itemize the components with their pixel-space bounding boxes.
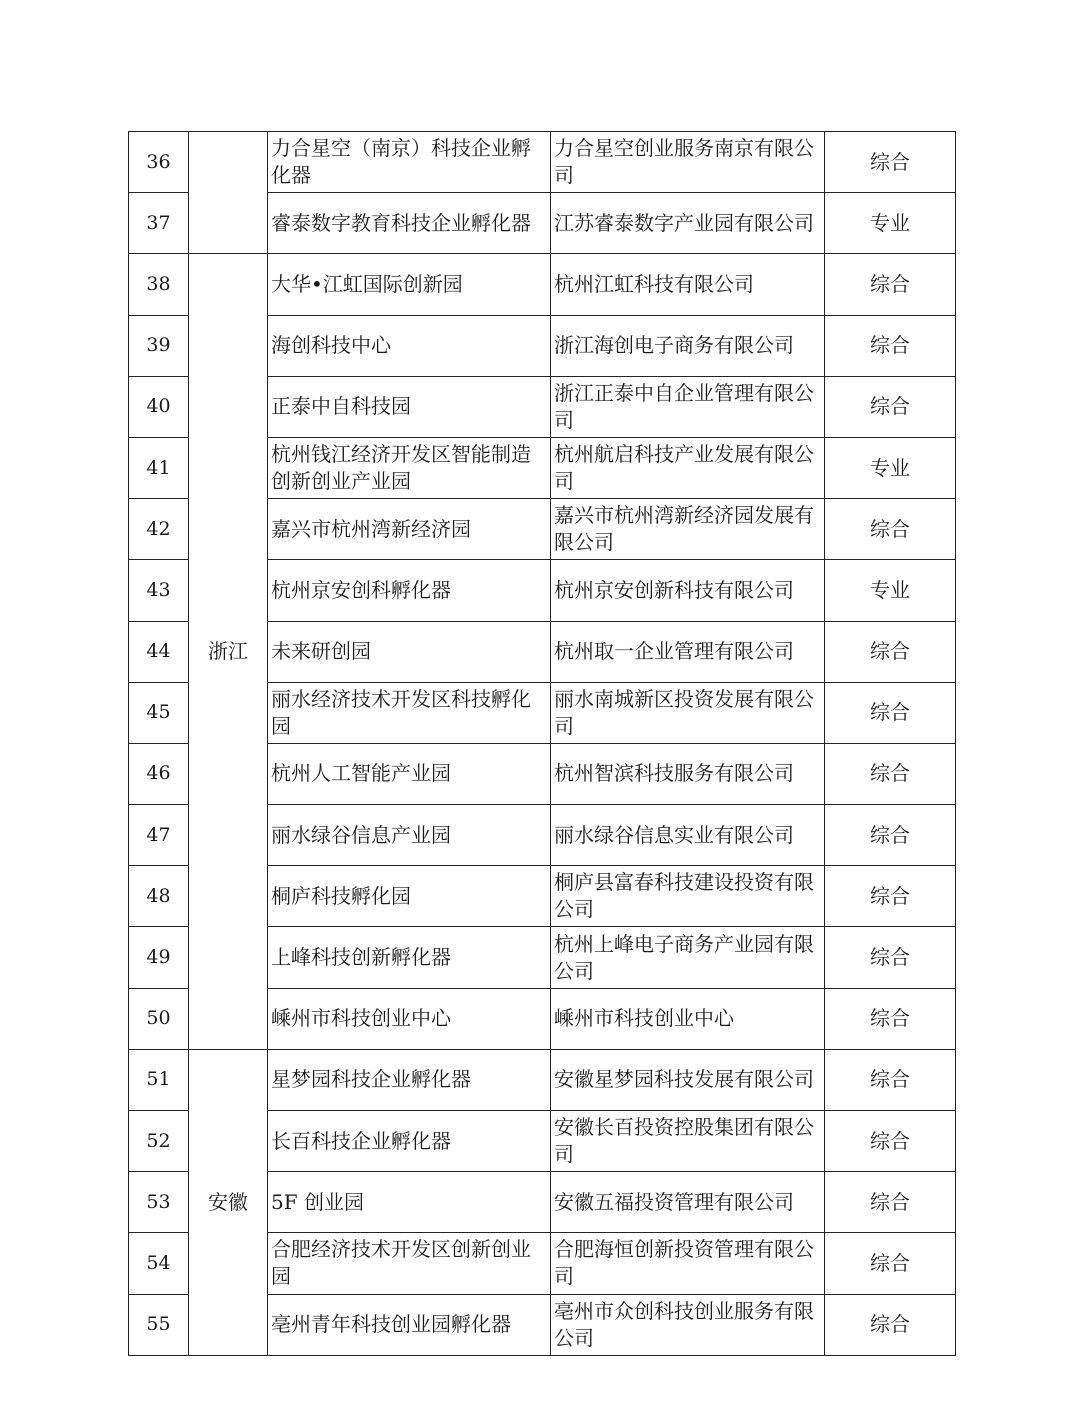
incubator-name: 长百科技企业孵化器 xyxy=(268,1111,551,1172)
province-cell: 浙江 xyxy=(189,254,268,1049)
province-cell xyxy=(189,132,268,254)
operator-name: 江苏睿泰数字产业园有限公司 xyxy=(551,193,825,254)
table-row xyxy=(129,254,956,315)
incubator-name: 星梦园科技企业孵化器 xyxy=(268,1049,551,1110)
row-number: 54 xyxy=(129,1233,189,1294)
incubator-name: 力合星空（南京）科技企业孵化器 xyxy=(268,132,551,193)
incubator-type: 综合 xyxy=(825,1172,956,1233)
incubator-type: 综合 xyxy=(825,988,956,1049)
incubator-type: 综合 xyxy=(825,315,956,376)
row-number: 48 xyxy=(129,866,189,927)
incubator-name: 嵊州市科技创业中心 xyxy=(268,988,551,1049)
incubator-name: 亳州青年科技创业园孵化器 xyxy=(268,1294,551,1355)
row-number: 52 xyxy=(129,1111,189,1172)
operator-name: 安徽星梦园科技发展有限公司 xyxy=(551,1049,825,1110)
incubator-type: 综合 xyxy=(825,1049,956,1110)
row-number: 55 xyxy=(129,1294,189,1355)
row-number: 47 xyxy=(129,805,189,866)
incubator-type: 综合 xyxy=(825,499,956,560)
table-body xyxy=(129,132,956,1356)
table-row xyxy=(129,1049,956,1110)
incubator-type: 综合 xyxy=(825,682,956,743)
incubator-type: 综合 xyxy=(825,376,956,437)
incubator-type: 综合 xyxy=(825,805,956,866)
operator-name: 安徽长百投资控股集团有限公司 xyxy=(551,1111,825,1172)
operator-name: 嵊州市科技创业中心 xyxy=(551,988,825,1049)
incubator-type: 综合 xyxy=(825,743,956,804)
incubator-name: 杭州钱江经济开发区智能制造创新创业产业园 xyxy=(268,437,551,498)
operator-name: 亳州市众创科技创业服务有限公司 xyxy=(551,1294,825,1355)
row-number: 51 xyxy=(129,1049,189,1110)
row-number: 46 xyxy=(129,743,189,804)
operator-name: 安徽五福投资管理有限公司 xyxy=(551,1172,825,1233)
operator-name: 嘉兴市杭州湾新经济园发展有限公司 xyxy=(551,499,825,560)
operator-name: 浙江海创电子商务有限公司 xyxy=(551,315,825,376)
incubator-type: 综合 xyxy=(825,1294,956,1355)
incubator-name: 嘉兴市杭州湾新经济园 xyxy=(268,499,551,560)
table-row xyxy=(129,132,956,193)
row-number: 36 xyxy=(129,132,189,193)
incubator-name: 海创科技中心 xyxy=(268,315,551,376)
incubator-name: 上峰科技创新孵化器 xyxy=(268,927,551,988)
operator-name: 力合星空创业服务南京有限公司 xyxy=(551,132,825,193)
row-number: 49 xyxy=(129,927,189,988)
incubator-name: 未来研创园 xyxy=(268,621,551,682)
incubator-name: 5F 创业园 xyxy=(268,1172,551,1233)
incubator-name: 杭州人工智能产业园 xyxy=(268,743,551,804)
incubator-type: 专业 xyxy=(825,193,956,254)
incubator-type: 综合 xyxy=(825,866,956,927)
province-cell: 安徽 xyxy=(189,1049,268,1355)
incubator-name: 丽水绿谷信息产业园 xyxy=(268,805,551,866)
row-number: 44 xyxy=(129,621,189,682)
incubator-type: 综合 xyxy=(825,132,956,193)
operator-name: 丽水南城新区投资发展有限公司 xyxy=(551,682,825,743)
incubator-type: 综合 xyxy=(825,1233,956,1294)
operator-name: 合肥海恒创新投资管理有限公司 xyxy=(551,1233,825,1294)
operator-name: 桐庐县富春科技建设投资有限公司 xyxy=(551,866,825,927)
incubator-name: 正泰中自科技园 xyxy=(268,376,551,437)
operator-name: 杭州上峰电子商务产业园有限公司 xyxy=(551,927,825,988)
row-number: 37 xyxy=(129,193,189,254)
incubator-type: 综合 xyxy=(825,927,956,988)
row-number: 38 xyxy=(129,254,189,315)
operator-name: 杭州航启科技产业发展有限公司 xyxy=(551,437,825,498)
incubator-type: 综合 xyxy=(825,621,956,682)
incubator-name: 桐庐科技孵化园 xyxy=(268,866,551,927)
row-number: 41 xyxy=(129,437,189,498)
operator-name: 杭州取一企业管理有限公司 xyxy=(551,621,825,682)
incubator-table xyxy=(128,131,956,1356)
incubator-type: 专业 xyxy=(825,437,956,498)
row-number: 45 xyxy=(129,682,189,743)
operator-name: 杭州智滨科技服务有限公司 xyxy=(551,743,825,804)
row-number: 42 xyxy=(129,499,189,560)
incubator-type: 综合 xyxy=(825,254,956,315)
operator-name: 杭州京安创新科技有限公司 xyxy=(551,560,825,621)
operator-name: 丽水绿谷信息实业有限公司 xyxy=(551,805,825,866)
operator-name: 浙江正泰中自企业管理有限公司 xyxy=(551,376,825,437)
incubator-name: 杭州京安创科孵化器 xyxy=(268,560,551,621)
incubator-name: 合肥经济技术开发区创新创业园 xyxy=(268,1233,551,1294)
row-number: 53 xyxy=(129,1172,189,1233)
incubator-type: 综合 xyxy=(825,1111,956,1172)
row-number: 43 xyxy=(129,560,189,621)
incubator-name: 睿泰数字教育科技企业孵化器 xyxy=(268,193,551,254)
row-number: 39 xyxy=(129,315,189,376)
incubator-name: 丽水经济技术开发区科技孵化园 xyxy=(268,682,551,743)
row-number: 40 xyxy=(129,376,189,437)
incubator-type: 专业 xyxy=(825,560,956,621)
row-number: 50 xyxy=(129,988,189,1049)
operator-name: 杭州江虹科技有限公司 xyxy=(551,254,825,315)
incubator-name: 大华•江虹国际创新园 xyxy=(268,254,551,315)
